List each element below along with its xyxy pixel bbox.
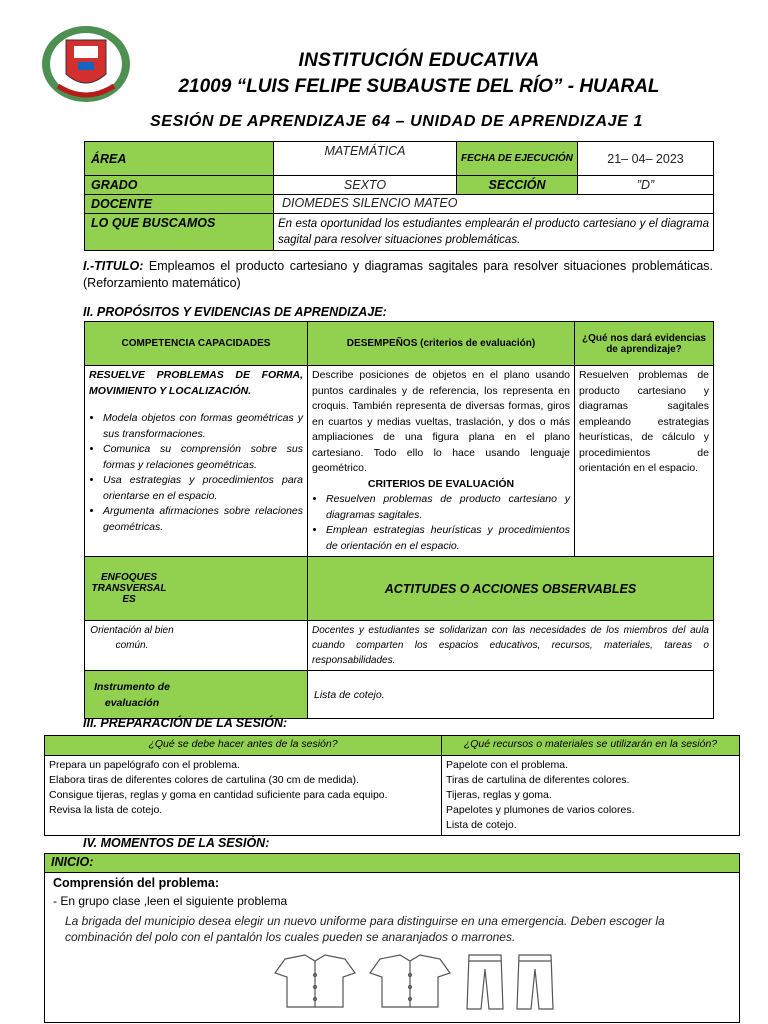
recurso-item: Tiras de cartulina de diferentes colores. [446, 774, 630, 786]
propositos-title: II. PROPÓSITOS Y EVIDENCIAS DE APRENDIZAJE: [83, 305, 387, 319]
preparacion-table [44, 735, 740, 836]
buscamos-label: LO QUE BUSCAMOS [85, 214, 274, 251]
recurso-item: Papelotes y plumones de varios colores. [446, 804, 635, 816]
session-title: SESIÓN DE APRENDIZAJE 64 – UNIDAD DE APRENDIZAJE 1 [150, 113, 643, 130]
instrumento-label-cell: Instrumento de evaluación [85, 671, 308, 719]
instruccion-text: - En grupo clase ,leen el siguiente problema [53, 894, 288, 908]
info-table [84, 141, 714, 251]
uniform-illustrations [265, 953, 565, 1011]
recursos-cell [442, 756, 740, 836]
evidencia-cell: Resuelven problemas de producto cartesiano y diagramas sagitales empleando estrategias heurísticas, de cálculo y procedimientos de orientación en el espacio. [575, 366, 714, 557]
pants-icon [517, 955, 553, 1009]
enfoques-label: ENFOQUES TRANSVERSAL ES [85, 557, 308, 621]
capacidad-item: • Modela objetos con formas geométricas y sus transformaciones. [103, 411, 303, 442]
enfoque-value-cell: Orientación al bien común. [85, 621, 308, 671]
evidencias-header: ¿Qué nos dará evidencias de aprendizaje? [575, 322, 714, 366]
institution-name: INSTITUCIÓN EDUCATIVA [298, 50, 540, 71]
area-label: ÁREA [85, 142, 274, 176]
criterios-title: CRITERIOS DE EVALUACIÓN [367, 477, 515, 490]
criterio-item: • Emplean estrategias heurísticas y procedimientos de orientación en el espacio. [326, 523, 570, 554]
problema-text: La brigada del municipio desea elegir un nuevo uniforme para distinguirse en una emergencia. Deben escoger la combinación del polo con el pantalón los cuales pueden se anaranjados o marrones. [65, 914, 665, 944]
seccion-value: ”D” [578, 176, 714, 195]
inicio-label: INICIO: [44, 853, 740, 873]
fecha-label: FECHA DE EJECUCIÓN [457, 142, 578, 176]
grado-label: GRADO [85, 176, 274, 195]
capacidades-list [89, 411, 303, 535]
shirt-icon [370, 955, 450, 1007]
antes-item: Consigue tijeras, reglas y goma en cantidad suficiente para cada equipo. [49, 789, 388, 801]
clothing-icons [265, 953, 565, 1011]
comprension-box [44, 873, 740, 1023]
docente-label: DOCENTE [85, 195, 274, 214]
preparacion-title: III. PREPARACIÓN DE LA SESIÓN: [83, 716, 288, 730]
recurso-item: Papelote con el problema. [446, 759, 568, 771]
titulo-section [83, 258, 713, 292]
propositos-table [84, 321, 714, 719]
capacidad-item: • Usa estrategias y procedimientos para orientarse en el espacio. [103, 473, 303, 504]
criterios-list [312, 492, 570, 554]
antes-item: Revisa la lista de cotejo. [49, 804, 163, 816]
comprension-title: Comprensión del problema: [53, 876, 219, 890]
grado-value: SEXTO [274, 176, 457, 195]
institution-fullname: 21009 “LUIS FELIPE SUBAUSTE DEL RÍO” - HUARAL [178, 76, 660, 97]
recurso-item: Tijeras, reglas y goma. [446, 789, 552, 801]
antes-cell [45, 756, 442, 836]
seccion-label: SECCIÓN [457, 176, 578, 195]
recursos-header: ¿Qué recursos o materiales se utilizarán en la sesión? [442, 736, 740, 756]
desempeno-text: Describe posiciones de objetos en el plano usando puntos cardinales y de referencia, los representa en croquis. También representa de diversas formas, giros en cuartos y medias vueltas, traslación, y dos o más ampliaciones de una figura plana en el plano cartesiano. Todo ello lo hace usando lenguaje geométrico. [312, 369, 570, 474]
momentos-title: IV. MOMENTOS DE LA SESIÓN: [83, 836, 270, 850]
criterio-item: • Resuelven problemas de producto cartesiano y diagramas sagitales. [326, 492, 570, 523]
capacidad-item: • Comunica su comprensión sobre sus formas y relaciones geométricas. [103, 442, 303, 473]
competencia-cell [85, 366, 308, 557]
recurso-item: Lista de cotejo. [446, 819, 517, 831]
instrumento-value: Lista de cotejo. [308, 671, 714, 719]
desempenos-header: DESEMPEÑOS (criterios de evaluación) [308, 322, 575, 366]
area-value: MATEMÁTICA [274, 142, 457, 176]
antes-item: Prepara un papelógrafo con el problema. [49, 759, 240, 771]
antes-header: ¿Qué se debe hacer antes de la sesión? [45, 736, 442, 756]
pants-icon [467, 955, 503, 1009]
desempeno-cell [308, 366, 575, 557]
shirt-icon [275, 955, 355, 1007]
actitudes-label: ACTITUDES O ACCIONES OBSERVABLES [308, 557, 714, 621]
titulo-label: I.-TITULO: [83, 259, 144, 273]
docente-value: DIOMEDES SILENCIO MATEO [274, 195, 714, 214]
titulo-text: Empleamos el producto cartesiano y diagramas sagitales para resolver situaciones problemáticas. (Reforzamiento matemático) [83, 259, 713, 290]
fecha-value: 21– 04– 2023 [578, 142, 714, 176]
antes-item: Elabora tiras de diferentes colores de cartulina (30 cm de medida). [49, 774, 359, 786]
competencia-text: RESUELVE PROBLEMAS DE FORMA, MOVIMIENTO Y LOCALIZACIÓN. [89, 369, 303, 397]
capacidad-item: • Argumenta afirmaciones sobre relaciones geométricas. [103, 504, 303, 535]
competencia-header: COMPETENCIA CAPACIDADES [85, 322, 308, 366]
buscamos-value: En esta oportunidad los estudiantes emplearán el producto cartesiano y el diagrama sagital para resolver situaciones problemáticas. [274, 214, 714, 251]
actitud-value: Docentes y estudiantes se solidarizan con las necesidades de los miembros del aula cuando comparten los espacios educativos, recursos, materiales, tareas o responsabilidades. [308, 621, 714, 671]
